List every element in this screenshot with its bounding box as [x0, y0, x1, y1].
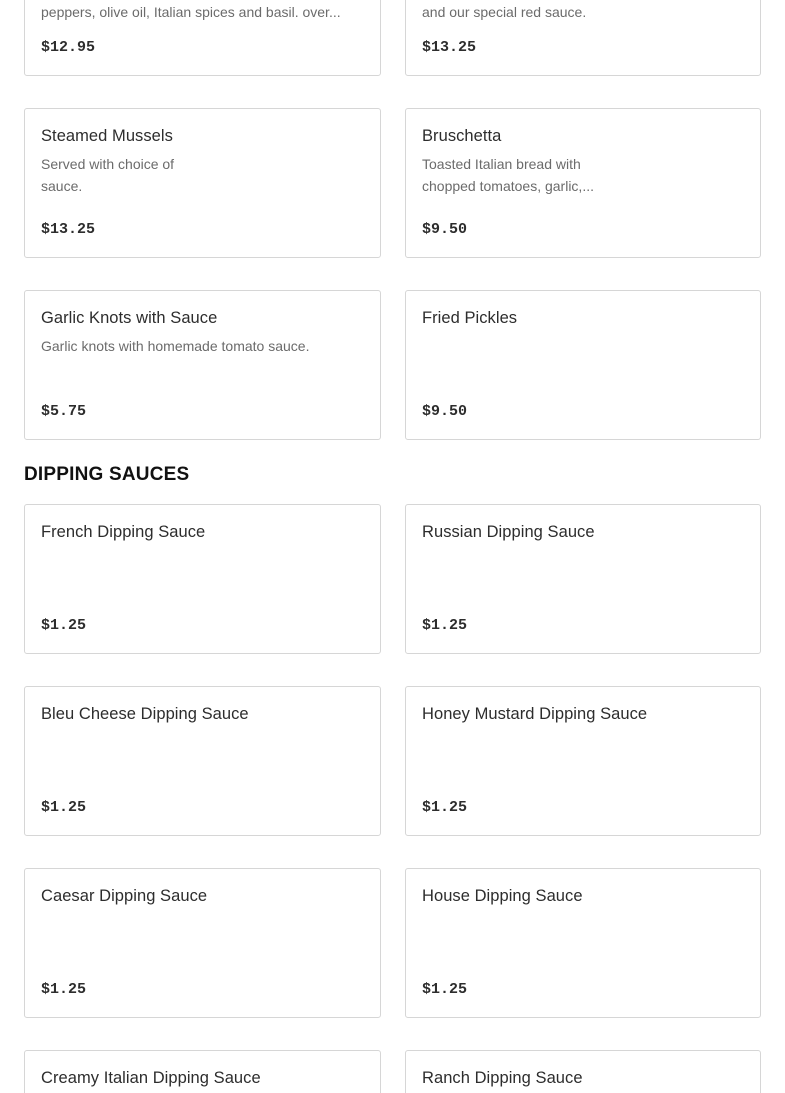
menu-item-description: Garlic knots with homemade tomato sauce. [41, 338, 310, 354]
menu-item-description: Served with choice of sauce. [41, 156, 175, 194]
menu-item-price: $1.25 [422, 617, 468, 634]
menu-item-description: peppers, olive oil, Italian spices and basil. over... [41, 4, 341, 20]
menu-item-name: Ranch Dipping Sauce [422, 1069, 583, 1087]
menu-item-name: Fried Pickles [422, 309, 518, 327]
menu-item-card[interactable] [405, 1050, 761, 1093]
menu-item-card[interactable] [405, 504, 761, 654]
menu-item-card[interactable] [24, 108, 381, 258]
menu-item-description: Toasted Italian bread with chopped tomatoes, garlic,... [422, 156, 594, 194]
menu-item-card[interactable] [405, 868, 761, 1018]
menu-item-price: $12.95 [41, 39, 96, 56]
menu-item-card[interactable] [24, 868, 381, 1018]
menu-item-name: House Dipping Sauce [422, 887, 583, 905]
menu-item-name: Garlic Knots with Sauce [41, 309, 218, 327]
menu-item-card[interactable] [24, 504, 381, 654]
menu-item-price: $1.25 [41, 981, 87, 998]
menu-item-name: Caesar Dipping Sauce [41, 887, 208, 905]
menu-item-card[interactable] [24, 1050, 381, 1093]
menu-item-name: Bruschetta [422, 127, 502, 145]
menu-item-price: $9.50 [422, 221, 468, 238]
menu-item-price: $1.25 [41, 617, 87, 634]
menu-item-card[interactable] [24, 686, 381, 836]
menu-item-card[interactable] [24, 0, 381, 76]
menu-item-name: French Dipping Sauce [41, 523, 206, 541]
menu-item-name: Creamy Italian Dipping Sauce [41, 1069, 261, 1087]
menu-item-card[interactable] [405, 290, 761, 440]
menu-item-price: $9.50 [422, 403, 468, 420]
menu-item-name: Steamed Mussels [41, 127, 173, 145]
menu-item-card[interactable] [405, 0, 761, 76]
menu-item-name: Russian Dipping Sauce [422, 523, 595, 541]
menu-item-description: and our special red sauce. [422, 4, 587, 20]
menu-item-price: $13.25 [41, 221, 96, 238]
menu-item-price: $13.25 [422, 39, 477, 56]
section-title-dipping-sauces: DIPPING SAUCES [24, 464, 190, 485]
menu-item-price: $1.25 [422, 799, 468, 816]
menu-item-price: $1.25 [41, 799, 87, 816]
menu-item-card[interactable] [405, 686, 761, 836]
menu-item-card[interactable] [405, 108, 761, 258]
menu-item-name: Bleu Cheese Dipping Sauce [41, 705, 249, 723]
menu-item-card[interactable] [24, 290, 381, 440]
menu-item-name: Honey Mustard Dipping Sauce [422, 705, 648, 723]
menu-item-price: $1.25 [422, 981, 468, 998]
menu-item-price: $5.75 [41, 403, 87, 420]
